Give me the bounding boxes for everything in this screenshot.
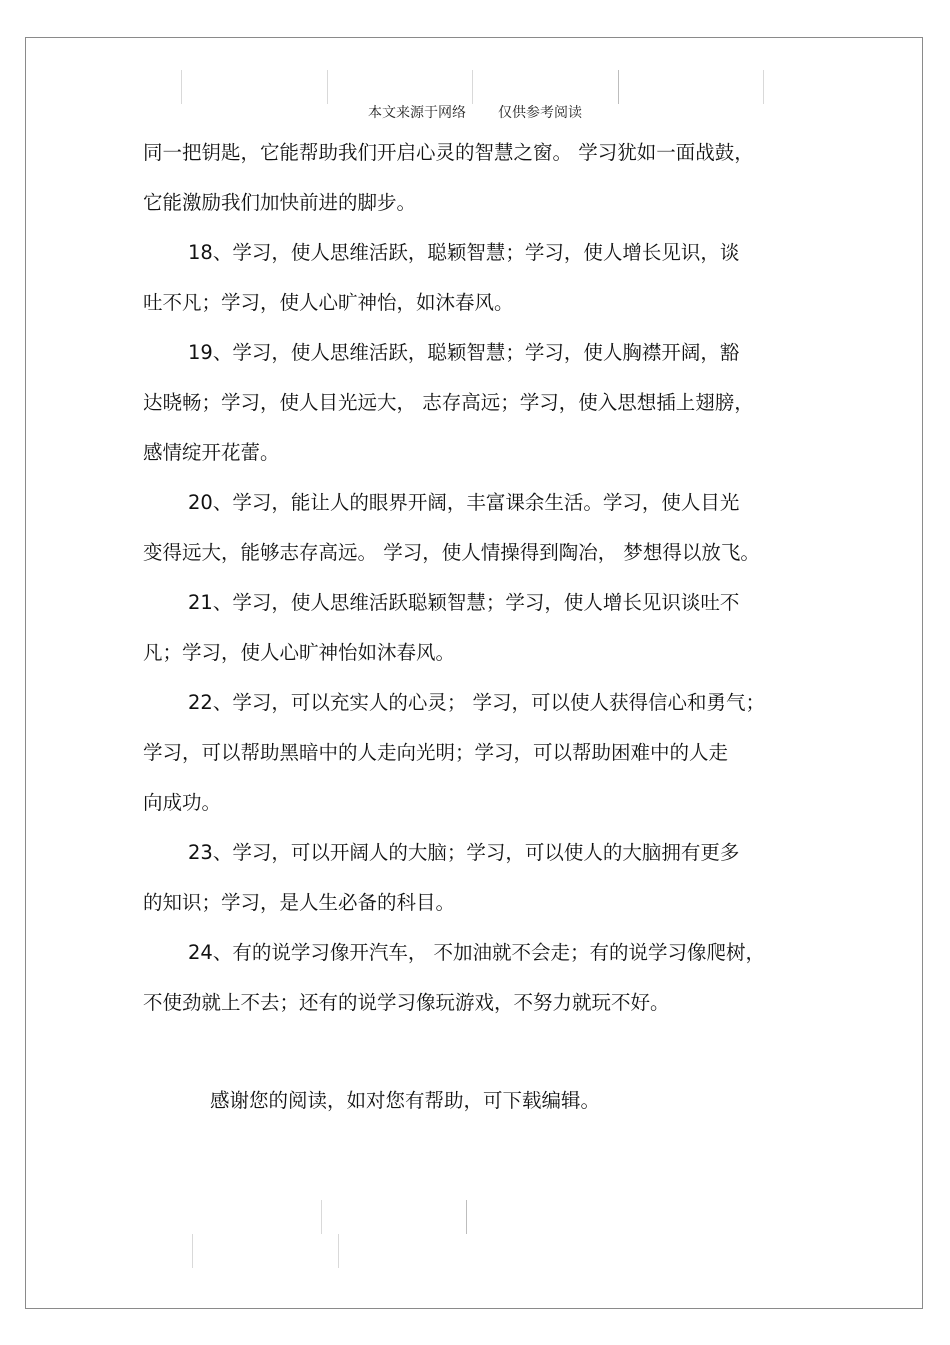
text-line: 凡；学习，使人心旷神怡如沐春风。: [143, 641, 456, 664]
decor-line: [618, 70, 619, 104]
paragraph-23: [143, 828, 803, 928]
text-line: 20、学习，能让人的眼界开阔，丰富课余生活。学习，使人目光: [188, 491, 740, 514]
text-line: 达晓畅；学习，使人目光远大， 志存高远；学习，使入思想插上翅膀，: [143, 391, 754, 414]
text-line: 不使劲就上不去；还有的说学习像玩游戏，不努力就玩不好。: [143, 991, 670, 1014]
decor-line: [321, 1200, 322, 1234]
text-line: 感情绽开花蕾。: [143, 441, 280, 464]
text-line: 23、学习，可以开阔人的大脑；学习，可以使人的大脑拥有更多: [188, 841, 740, 864]
closing-note: 感谢您的阅读，如对您有帮助，可下载编辑。: [210, 1089, 601, 1112]
text-line: 同一把钥匙，它能帮助我们开启心灵的智慧之窗。 学习犹如一面战鼓，: [143, 141, 754, 164]
paragraph-21: [143, 578, 803, 678]
text-line: 变得远大，能够志存高远。 学习，使人情操得到陶冶， 梦想得以放飞。: [143, 541, 760, 564]
text-line: 向成功。: [143, 791, 222, 814]
paragraph-continued: [143, 128, 803, 228]
text-line: 21、学习，使人思维活跃聪颖智慧；学习，使人增长见识谈吐不: [188, 591, 740, 614]
decor-line: [338, 1234, 339, 1268]
text-line: 18、学习，使人思维活跃，聪颖智慧；学习，使人增长见识，谈: [188, 241, 740, 264]
document-body: [143, 128, 803, 1028]
reference-note: 仅供参考阅读: [498, 105, 582, 121]
decor-line: [181, 70, 182, 104]
decor-line: [472, 70, 473, 104]
source-note: 本文来源于网络: [368, 105, 466, 121]
text-line: 吐不凡；学习，使人心旷神怡，如沐春风。: [143, 291, 514, 314]
text-line: 19、学习，使人思维活跃，聪颖智慧；学习，使人胸襟开阔，豁: [188, 341, 740, 364]
text-line: 它能激励我们加快前进的脚步。: [143, 191, 417, 214]
text-line: 学习，可以帮助黑暗中的人走向光明；学习，可以帮助困难中的人走: [143, 741, 729, 764]
paragraph-24: [143, 928, 803, 1028]
decor-line: [327, 70, 328, 104]
paragraph-22: [143, 678, 803, 828]
paragraph-19: [143, 328, 803, 478]
text-line: 22、学习，可以充实人的心灵； 学习，可以使人获得信心和勇气；: [188, 691, 766, 714]
header-note: [0, 104, 950, 122]
decor-line: [192, 1234, 193, 1268]
text-line: 24、有的说学习像开汽车， 不加油就不会走；有的说学习像爬树，: [188, 941, 766, 964]
decor-line: [763, 70, 764, 104]
paragraph-20: [143, 478, 803, 578]
paragraph-18: [143, 228, 803, 328]
text-line: 的知识；学习，是人生必备的科目。: [143, 891, 456, 914]
decor-line: [466, 1200, 467, 1234]
